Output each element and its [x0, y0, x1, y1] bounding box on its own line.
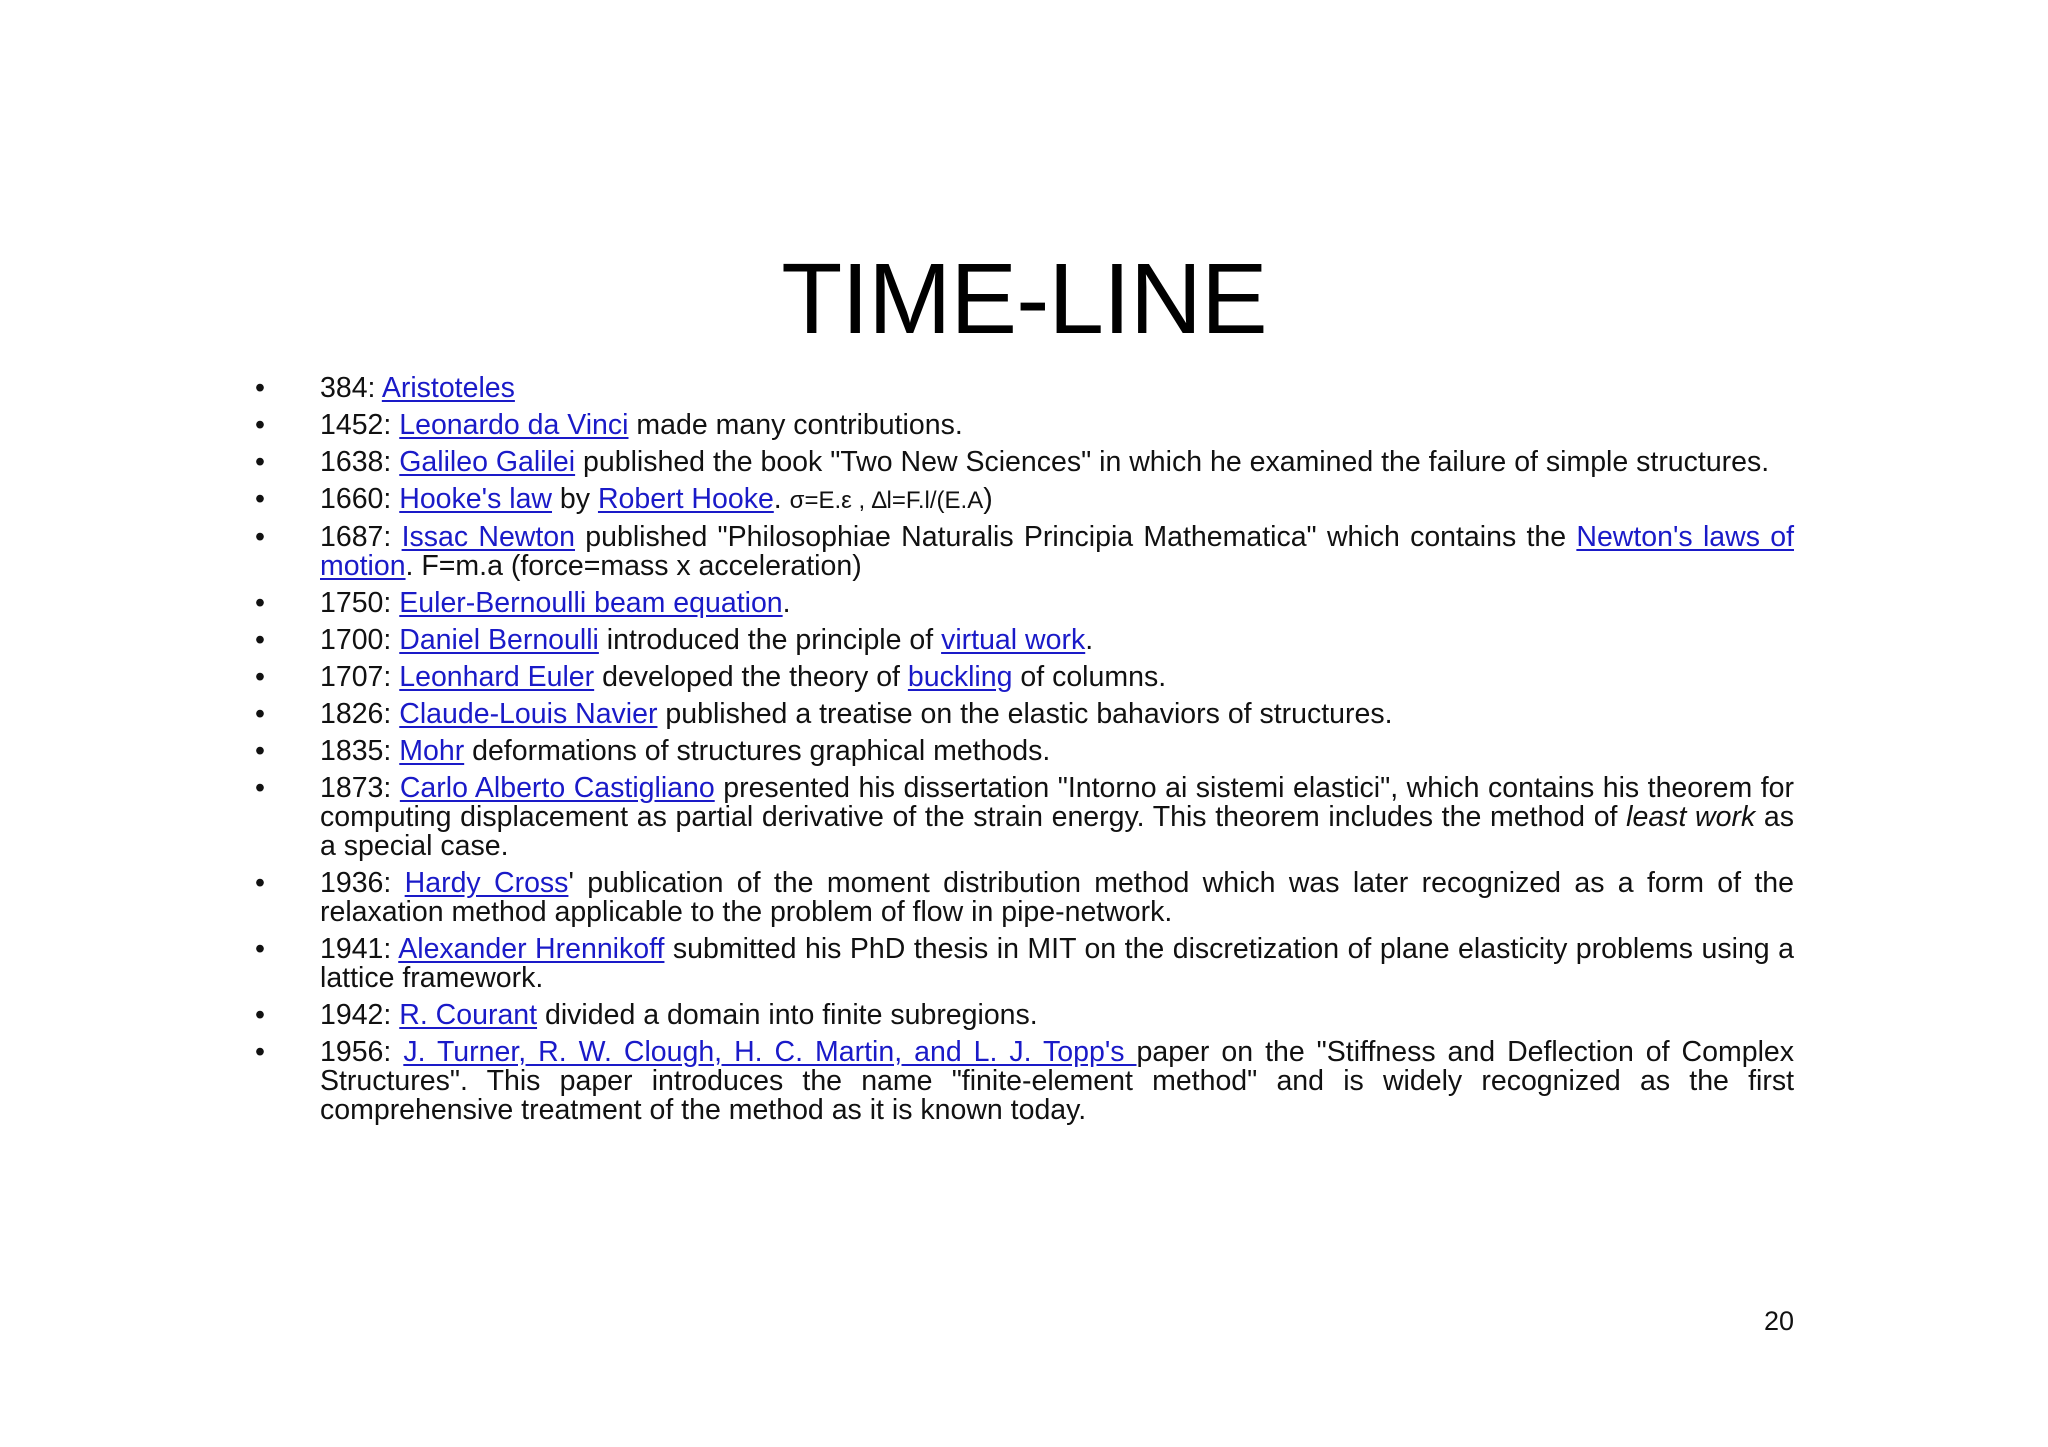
timeline-text: developed the theory of — [594, 661, 908, 693]
timeline-link[interactable]: J. Turner, R. W. Clough, H. C. Martin, and L. J. Topp's — [403, 1036, 1137, 1068]
timeline-link[interactable]: Alexander Hrennikoff — [398, 933, 665, 965]
timeline-link[interactable]: Euler-Bernoulli beam equation — [399, 587, 783, 619]
timeline-text: made many contributions. — [628, 409, 963, 441]
timeline-text: . F=m.a (force=mass x acceleration) — [405, 550, 862, 582]
timeline-text: paper on the "Stiffness and Deflection of Complex Structures". This paper introduces the name "finite-element method" and is widely recognized as the first comprehensive treatment of the method as it is known today. — [320, 1036, 1794, 1126]
timeline-text: by — [552, 483, 598, 515]
bullet-icon: • — [255, 521, 265, 553]
timeline-text: published "Philosophiae Naturalis Principia Mathematica" which contains the — [575, 521, 1577, 553]
timeline-item — [250, 663, 1794, 692]
timeline-text: least work — [1626, 801, 1756, 833]
bullet-icon: • — [255, 409, 265, 441]
timeline-link[interactable]: Galileo Galilei — [399, 446, 576, 478]
bullet-icon: • — [255, 999, 265, 1031]
bullet-icon: • — [255, 483, 265, 515]
timeline-item — [250, 626, 1794, 655]
timeline-text: deformations of structures graphical methods. — [464, 735, 1051, 767]
timeline-link[interactable]: R. Courant — [399, 999, 538, 1031]
timeline-link[interactable]: Newton's laws of motion — [320, 521, 1794, 582]
timeline-text: 1826: — [320, 698, 400, 730]
timeline-item — [250, 1001, 1794, 1030]
timeline-text: 1936: — [320, 867, 405, 899]
timeline-item — [250, 485, 1794, 515]
timeline-link[interactable]: Hardy Cross — [404, 867, 569, 899]
timeline-text: 1638: — [320, 446, 400, 478]
timeline-text: presented his dissertation "Intorno ai sistemi elastici", which contains his theorem for computing displacement as partial derivative of the strain energy. This theorem includes the method of — [320, 772, 1794, 833]
timeline-text: 1687: — [320, 521, 402, 553]
timeline-link[interactable]: Daniel Bernoulli — [399, 624, 599, 656]
timeline-link[interactable]: Leonardo da Vinci — [399, 409, 629, 441]
timeline-text: . — [782, 587, 791, 619]
timeline-item — [250, 523, 1794, 581]
timeline-text: 1873: — [320, 772, 400, 804]
timeline-text: 1700: — [320, 624, 400, 656]
timeline-text: divided a domain into finite subregions. — [537, 999, 1038, 1031]
timeline-link[interactable]: Leonhard Euler — [399, 661, 595, 693]
timeline-link[interactable]: Mohr — [399, 735, 465, 767]
timeline-text: as a special case. — [320, 801, 1794, 862]
timeline-text: published the book "Two New Sciences" in which he examined the failure of simple structures. — [575, 446, 1770, 478]
timeline-item — [250, 1038, 1794, 1125]
timeline-item — [250, 869, 1794, 927]
timeline-item — [250, 448, 1794, 477]
bullet-icon: • — [255, 867, 265, 899]
timeline-link[interactable]: Hooke's law — [399, 483, 553, 515]
page-number: 20 — [1763, 1306, 1794, 1336]
timeline-text: 1941: — [320, 933, 399, 965]
timeline-link[interactable]: Claude-Louis Navier — [399, 698, 658, 730]
timeline-text: of columns. — [1012, 661, 1167, 693]
bullet-icon: • — [255, 624, 265, 656]
timeline-link[interactable]: Issac Newton — [401, 521, 576, 553]
bullet-icon: • — [255, 1036, 265, 1068]
timeline-text: introduced the principle of — [598, 624, 942, 656]
timeline-item — [250, 700, 1794, 729]
timeline-text: 1660: — [320, 483, 400, 515]
bullet-icon: • — [255, 587, 265, 619]
timeline-text: . — [773, 483, 790, 515]
timeline-text: 1942: — [320, 999, 400, 1031]
timeline-item — [250, 411, 1794, 440]
timeline-text: 1750: — [320, 587, 400, 619]
timeline-item — [250, 737, 1794, 766]
timeline-text: 1835: — [320, 735, 400, 767]
timeline-item — [250, 589, 1794, 618]
timeline-link[interactable]: buckling — [907, 661, 1013, 693]
bullet-icon: • — [255, 735, 265, 767]
bullet-icon: • — [255, 446, 265, 478]
formula-text: σ=E.ε , ∆l=F.l/(E.A — [789, 487, 984, 514]
timeline-text: 1707: — [320, 661, 400, 693]
timeline-text: published a treatise on the elastic bahaviors of structures. — [657, 698, 1393, 730]
slide-title: TIME-LINE — [781, 243, 1267, 355]
timeline-text: ' publication of the moment distribution method which was later recognized as a form of the relaxation method applicable to the problem of flow in pipe-network. — [320, 867, 1794, 928]
timeline-link[interactable]: Robert Hooke — [597, 483, 774, 515]
bullet-icon: • — [255, 372, 265, 404]
timeline-link[interactable]: virtual work — [941, 624, 1086, 656]
timeline-text: . — [1085, 624, 1094, 656]
timeline-text: submitted his PhD thesis in MIT on the discretization of plane elasticity problems using a lattice framework. — [320, 933, 1794, 994]
timeline-link[interactable]: Carlo Alberto Castigliano — [399, 772, 715, 804]
timeline-item — [250, 774, 1794, 861]
timeline-list — [250, 374, 1794, 1133]
bullet-icon: • — [255, 661, 265, 693]
timeline-text: 384: — [320, 372, 382, 404]
timeline-item — [250, 935, 1794, 993]
bullet-icon: • — [255, 698, 265, 730]
bullet-icon: • — [255, 772, 265, 804]
timeline-text: 1956: — [320, 1036, 404, 1068]
timeline-link[interactable]: Aristoteles — [381, 372, 515, 404]
timeline-text: 1452: — [320, 409, 400, 441]
bullet-icon: • — [255, 933, 265, 965]
timeline-item — [250, 374, 1794, 403]
timeline-text: ) — [983, 483, 993, 515]
